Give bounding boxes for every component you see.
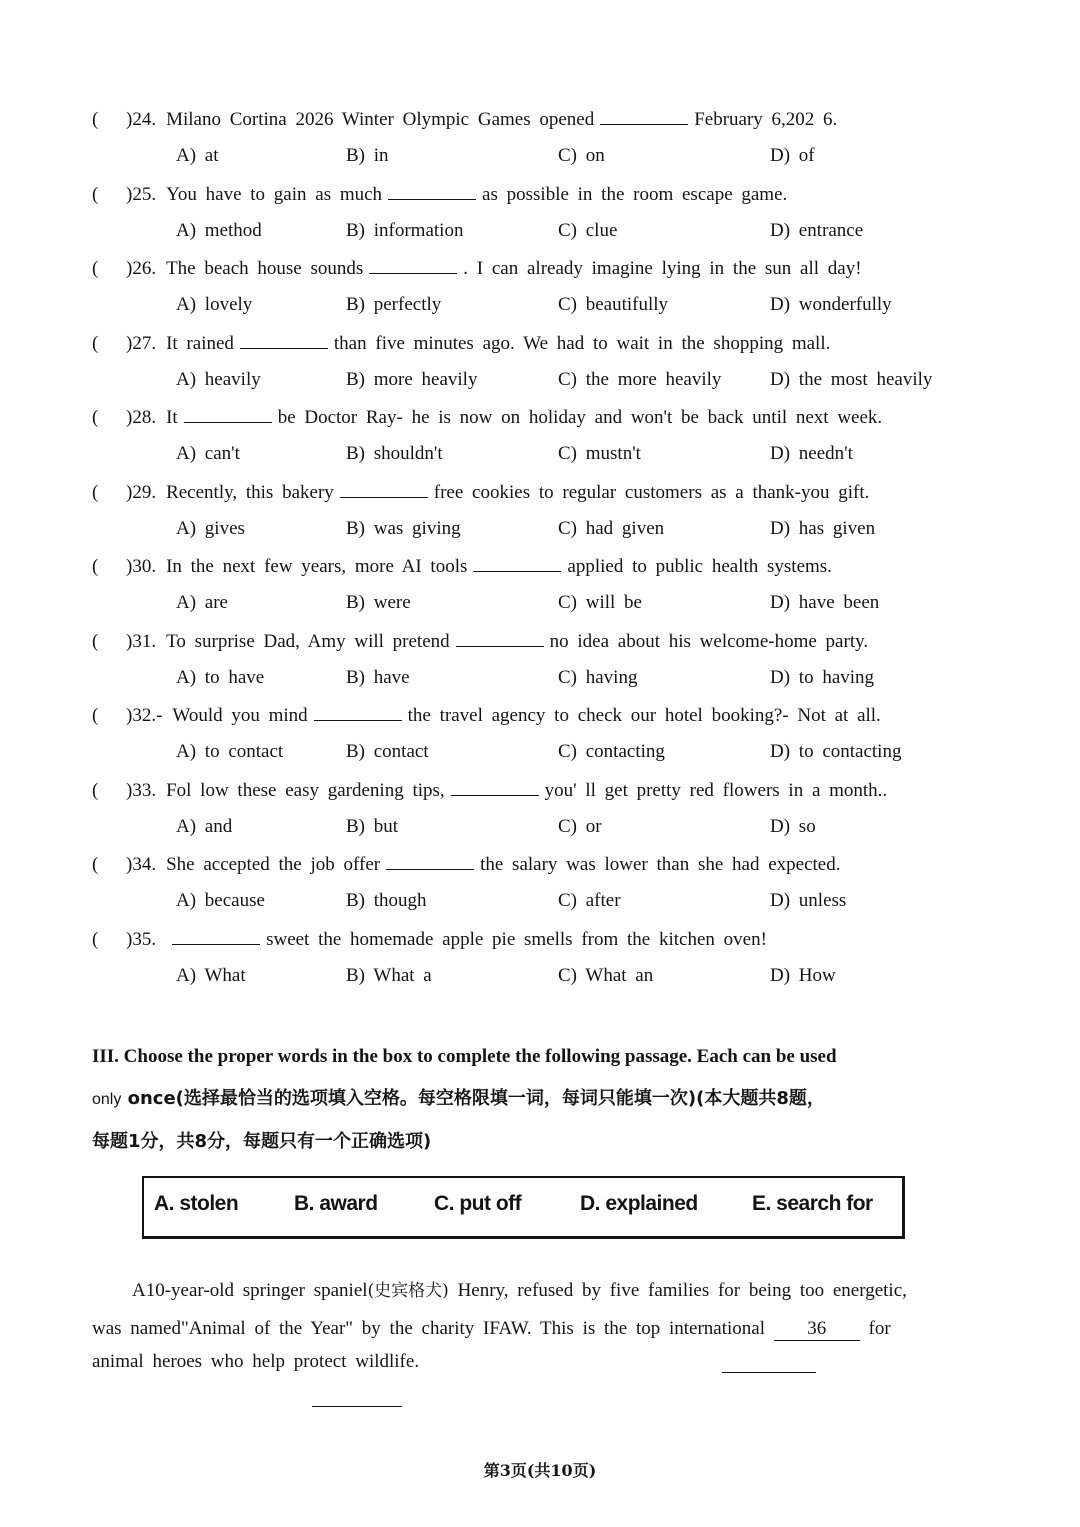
- question-text-after: sweet the homemade apple pie smells from the kitchen oven!: [266, 928, 767, 950]
- answer-blank[interactable]: [600, 108, 688, 125]
- question-stem: [92, 555, 832, 579]
- option-b[interactable]: B) contact: [346, 741, 429, 762]
- option-c[interactable]: C) or: [558, 815, 602, 837]
- option-c[interactable]: C) after: [558, 890, 621, 911]
- question-text-after: be Doctor Ray- he is now on holiday and won't be back until next week.: [277, 407, 883, 428]
- answer-paren[interactable]: (: [92, 109, 99, 130]
- question-text-after: free cookies to regular customers as a thank-you gift.: [433, 481, 870, 503]
- option-b[interactable]: B) perfectly: [346, 294, 442, 315]
- question-text-before: Would you mind: [172, 705, 308, 726]
- option-a[interactable]: A) are: [176, 592, 228, 613]
- passage-text: A10-year-old springer spaniel: [132, 1280, 368, 1301]
- word-option-c: C. put off: [434, 1192, 522, 1215]
- question-number: )28.: [126, 407, 157, 428]
- question-text-before: To surprise Dad, Amy will pretend: [166, 630, 450, 652]
- option-c[interactable]: C) the more heavily: [558, 368, 722, 390]
- option-d[interactable]: D) to having: [770, 666, 875, 688]
- question-number: )25.: [126, 183, 157, 205]
- question-text-before: Milano Cortina 2026 Winter Olympic Games opened: [166, 109, 595, 130]
- question-stem: [92, 704, 881, 728]
- passage-line-3: animal heroes who help protect wildlife.: [92, 1351, 420, 1372]
- answer-blank[interactable]: [240, 332, 328, 349]
- option-c[interactable]: C) contacting: [558, 741, 665, 762]
- answer-paren[interactable]: (: [92, 332, 99, 354]
- question-text-before: She accepted the job offer: [166, 854, 381, 875]
- answer-paren[interactable]: (: [92, 630, 99, 652]
- option-c[interactable]: C) What an: [558, 964, 654, 986]
- answer-blank[interactable]: [388, 183, 476, 200]
- answer-paren[interactable]: (: [92, 928, 99, 950]
- option-a[interactable]: A) because: [176, 890, 265, 911]
- option-c[interactable]: C) having: [558, 666, 638, 688]
- answer-blank[interactable]: [340, 481, 428, 498]
- option-d[interactable]: D) unless: [770, 890, 847, 911]
- section-instruction-cn-2: 每题1分，共8分，每题只有一个正确选项): [92, 1131, 432, 1152]
- section-instruction-line-1: [92, 1078, 972, 1121]
- section-three-heading: [92, 1036, 972, 1163]
- word-option-b: B. award: [294, 1192, 378, 1215]
- page-footer: 第3页(共10页): [483, 1461, 597, 1480]
- section-only-word: only: [92, 1091, 122, 1108]
- answer-blank[interactable]: [451, 779, 539, 796]
- word-option-d: D. explained: [580, 1192, 698, 1215]
- answer-blank[interactable]: [473, 555, 561, 572]
- question-text-after: the travel agency to check our hotel booking?- Not at all.: [407, 705, 881, 726]
- answer-paren[interactable]: (: [92, 556, 99, 577]
- answer-blank[interactable]: [172, 928, 260, 945]
- answer-blank[interactable]: [386, 853, 474, 870]
- question-text-before: You have to gain as much: [166, 183, 383, 205]
- option-b[interactable]: B) information: [346, 219, 464, 241]
- question-number: )24.: [126, 109, 157, 130]
- option-row: [176, 666, 976, 690]
- option-d[interactable]: D) How: [770, 964, 836, 986]
- question-number: )35.: [126, 928, 157, 950]
- question-stem: [92, 406, 882, 430]
- question-text-before: It: [166, 407, 178, 428]
- passage-text: for: [859, 1318, 891, 1339]
- section-instruction-cn-1: once(选择最恰当的选项填入空格。每空格限填一词，每词只能填一次)(本大题共8题，: [121, 1088, 825, 1109]
- option-d[interactable]: D) to contacting: [770, 741, 902, 762]
- word-option-a: A. stolen: [154, 1192, 239, 1215]
- question-text-before: Fol low these easy gardening tips,: [166, 779, 445, 801]
- option-a[interactable]: A) What: [176, 964, 246, 986]
- option-row: [176, 144, 976, 168]
- option-b[interactable]: B) though: [346, 890, 427, 911]
- answer-paren[interactable]: (: [92, 705, 99, 726]
- passage-text: was named"Animal of the Year" by the charity IFAW. This is the top international: [92, 1318, 774, 1339]
- question-number: )29.: [126, 481, 157, 503]
- option-row: [176, 591, 976, 615]
- word-choice-box: [142, 1176, 905, 1239]
- question-text-after: the salary was lower than she had expected.: [480, 854, 841, 875]
- passage-cn-note: (史宾格犬): [367, 1281, 449, 1301]
- stray-blank-line: [312, 1406, 402, 1407]
- question-text-after: February 6,202 6.: [694, 109, 838, 130]
- option-d[interactable]: D) of: [770, 145, 815, 166]
- passage-line-2: [92, 1310, 962, 1348]
- question-number: )31.: [126, 630, 157, 652]
- option-row: [176, 293, 976, 317]
- question-text-after: . I can already imagine lying in the sun all day!: [463, 258, 862, 279]
- option-a[interactable]: A) to contact: [176, 741, 284, 762]
- answer-blank[interactable]: [314, 704, 402, 721]
- option-a[interactable]: A) lovely: [176, 294, 253, 315]
- question-stem: [92, 630, 868, 654]
- question-text-before: Recently, this bakery: [166, 481, 334, 503]
- option-a[interactable]: A) method: [176, 219, 262, 241]
- option-b[interactable]: B) were: [346, 592, 411, 613]
- question-number: )30.: [126, 556, 157, 577]
- option-b[interactable]: B) shouldn't: [346, 443, 443, 464]
- section-title: III. Choose the proper words in the box to complete the following passage. Each can be used: [92, 1046, 837, 1067]
- option-c[interactable]: C) had given: [558, 517, 665, 539]
- option-b[interactable]: B) in: [346, 145, 389, 166]
- option-d[interactable]: D) entrance: [770, 219, 864, 241]
- option-b[interactable]: B) more heavily: [346, 368, 478, 390]
- question-stem: [92, 481, 869, 505]
- option-a[interactable]: A) can't: [176, 443, 240, 464]
- answer-paren[interactable]: (: [92, 407, 99, 428]
- option-row: [176, 964, 976, 988]
- option-a[interactable]: A) to have: [176, 666, 265, 688]
- answer-blank-36[interactable]: 36: [774, 1318, 860, 1341]
- answer-paren[interactable]: (: [92, 779, 99, 801]
- option-d[interactable]: D) needn't: [770, 443, 853, 464]
- answer-paren[interactable]: (: [92, 481, 99, 503]
- question-number: )26.: [126, 258, 157, 279]
- option-d[interactable]: D) have been: [770, 592, 880, 613]
- option-c[interactable]: C) mustn't: [558, 443, 641, 464]
- answer-paren[interactable]: (: [92, 183, 99, 205]
- answer-paren[interactable]: (: [92, 854, 99, 875]
- option-d[interactable]: D) the most heavily: [770, 368, 933, 390]
- option-row: [176, 368, 976, 392]
- option-c[interactable]: C) clue: [558, 219, 618, 241]
- option-row: [176, 219, 976, 243]
- question-stem: [92, 257, 862, 281]
- question-text-before: It rained: [166, 332, 234, 354]
- option-row: [176, 740, 976, 764]
- word-option-e: E. search for: [752, 1192, 873, 1215]
- question-text-after: no idea about his welcome-home party.: [549, 630, 869, 652]
- answer-blank[interactable]: [369, 257, 457, 274]
- question-stem: [92, 779, 887, 803]
- option-b[interactable]: B) but: [346, 815, 399, 837]
- option-d[interactable]: D) has given: [770, 517, 876, 539]
- option-b[interactable]: B) was giving: [346, 517, 461, 539]
- question-number: )33.: [126, 779, 157, 801]
- option-c[interactable]: C) beautifully: [558, 294, 669, 315]
- question-number: )34.: [126, 854, 157, 875]
- question-stem: [92, 183, 787, 207]
- question-text-before: In the next few years, more AI tools: [166, 556, 468, 577]
- question-number: )27.: [126, 332, 157, 354]
- option-a[interactable]: A) heavily: [176, 368, 261, 390]
- option-row: [176, 442, 976, 466]
- question-number: )32.-: [126, 705, 163, 726]
- question-stem: [92, 332, 830, 356]
- question-stem: [92, 928, 767, 952]
- option-d[interactable]: D) wonderfully: [770, 294, 892, 315]
- option-c[interactable]: C) on: [558, 145, 605, 166]
- reading-passage: [92, 1272, 962, 1376]
- option-d[interactable]: D) so: [770, 815, 816, 837]
- option-b[interactable]: B) What a: [346, 964, 432, 986]
- question-text-after: as possible in the room escape game.: [482, 183, 788, 205]
- stray-blank-line: [722, 1372, 816, 1373]
- option-a[interactable]: A) gives: [176, 517, 245, 539]
- answer-paren[interactable]: (: [92, 258, 99, 279]
- option-a[interactable]: A) at: [176, 145, 219, 166]
- question-stem: [92, 853, 840, 877]
- option-a[interactable]: A) and: [176, 815, 233, 837]
- option-row: [176, 815, 976, 839]
- passage-text: Henry, refused by five families for being too energetic,: [448, 1280, 907, 1301]
- option-c[interactable]: C) will be: [558, 592, 642, 613]
- option-row: [176, 889, 976, 913]
- question-text-after: applied to public health systems.: [567, 556, 832, 577]
- passage-line-1: [92, 1272, 962, 1310]
- question-text-after: you' ll get pretty red flowers in a month..: [544, 779, 888, 801]
- option-b[interactable]: B) have: [346, 666, 410, 688]
- answer-blank[interactable]: [456, 630, 544, 647]
- option-row: [176, 517, 976, 541]
- answer-blank[interactable]: [184, 406, 272, 423]
- question-text-before: The beach house sounds: [166, 258, 364, 279]
- question-text-after: than five minutes ago. We had to wait in the shopping mall.: [333, 332, 831, 354]
- question-stem: [92, 108, 837, 132]
